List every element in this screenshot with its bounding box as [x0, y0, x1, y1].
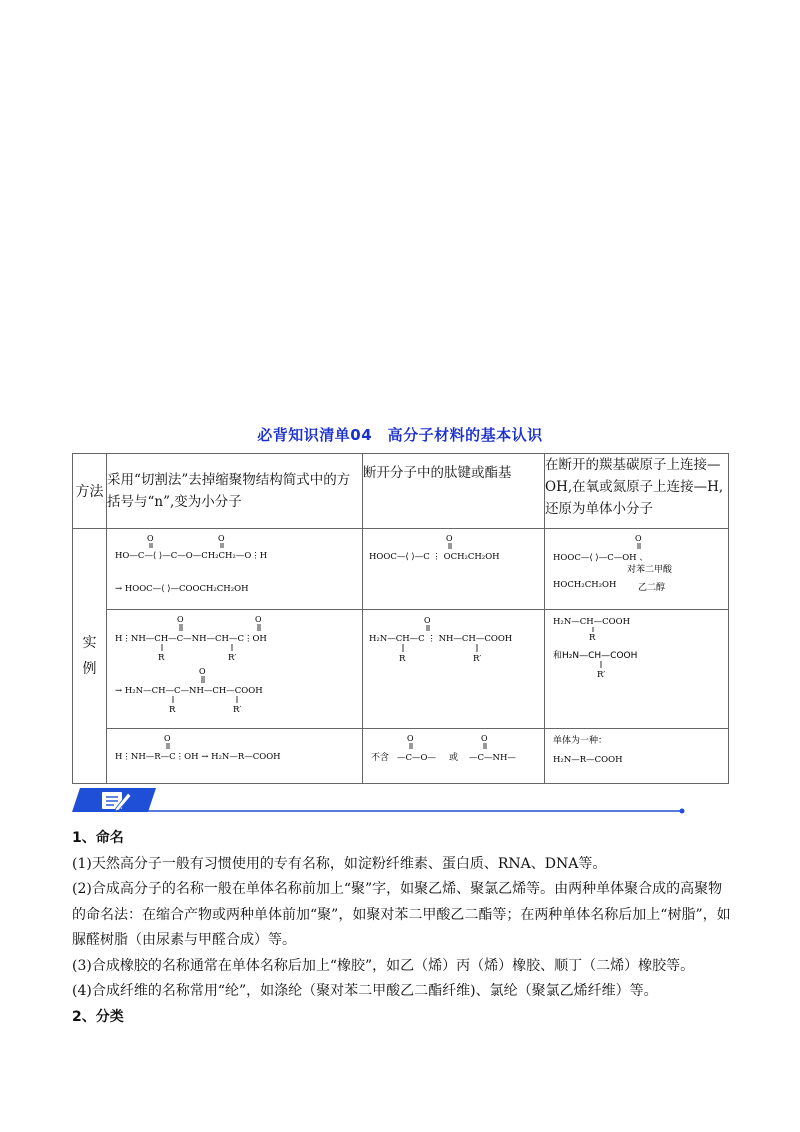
- example-cell-3-2: [363, 729, 545, 784]
- formula-text: R′: [228, 653, 237, 663]
- paragraph-1: (1)天然高分子一般有习惯使用的专有名称，如淀粉纤维素、蛋白质、RNA、DNA等。: [72, 855, 607, 872]
- svg-text:O: O: [424, 616, 431, 625]
- formula-text: → HOOC—⟨ ⟩—COOCH₂CH₂OH: [115, 584, 249, 594]
- table-row-example-2: [73, 610, 729, 729]
- example-cell-1-1: [107, 529, 363, 610]
- svg-text:O: O: [635, 534, 642, 543]
- svg-text:O: O: [147, 534, 154, 543]
- example-cell-1-2: [363, 529, 545, 610]
- banner-dot: [680, 809, 685, 814]
- svg-text:O: O: [481, 734, 488, 743]
- example-cell-3-1: [107, 729, 363, 784]
- formula-amino-acids: [545, 610, 729, 724]
- method-cell-3: 在断开的羰基碳原子上连接—OH,在氧或氮原子上连接—H,还原为单体小分子: [545, 454, 729, 529]
- formula-text: HO—C—⟨ ⟩—C—O—CH₂CH₂—O⋮H: [115, 551, 268, 561]
- formula-text: H₂N—R—COOH: [553, 755, 623, 765]
- table-row-example-3: [73, 729, 729, 784]
- method-header: 方法: [73, 454, 107, 529]
- main-content: [72, 826, 732, 1030]
- formula-text: 或: [449, 753, 459, 763]
- formula-text: HOCH₂CH₂OH: [553, 580, 617, 590]
- formula-text: R′: [597, 670, 606, 680]
- table-row-method: [73, 454, 729, 529]
- formula-text: R: [158, 653, 165, 663]
- svg-text:O: O: [407, 734, 414, 743]
- formula-monomers-ester: [545, 529, 729, 605]
- section-heading-classification: 2、分类: [72, 1008, 124, 1025]
- table-row-example-1: [73, 529, 729, 610]
- example-cell-2-1: [107, 610, 363, 729]
- svg-text:O: O: [218, 534, 225, 543]
- formula-text: 不含: [371, 753, 390, 763]
- paragraph-3: (3)合成橡胶的名称通常在单体名称后加上“橡胶”，如乙（烯）丙（烯）橡胶、顺丁（二烯）橡胶等。: [72, 957, 695, 974]
- formula-text: —C—O—: [397, 753, 436, 763]
- page-title: 必背知识清单04 高分子材料的基本认识: [257, 426, 543, 444]
- paragraph-4: (4)合成纤维的名称常用“纶”，如涤纶（聚对苯二甲酸乙二酯纤维)、氯纶（聚氯乙烯纤维）等。: [72, 983, 658, 999]
- section-banner: [72, 782, 732, 818]
- formula-polypeptide-cut: [107, 610, 363, 724]
- formula-text: R: [169, 705, 176, 715]
- example-cell-2-3: [545, 610, 729, 729]
- formula-text: HOOC—⟨ ⟩—C ⋮ OCH₂CH₂OH: [369, 552, 500, 562]
- knowledge-table: [72, 453, 729, 784]
- formula-peptide-break: [363, 610, 545, 724]
- formula-text: 单体为一种：: [553, 736, 608, 746]
- example-cell-1-3: [545, 529, 729, 610]
- formula-polyester-cut: [107, 529, 363, 605]
- formula-no-bond: [363, 729, 545, 779]
- method-cell-1: 采用“切割法”去掉缩聚物结构简式中的方括号与“n”,变为小分子: [107, 454, 363, 529]
- example-cell-2-2: [363, 610, 545, 729]
- formula-text: H₂N—CH—COOH: [553, 617, 631, 627]
- example-cell-3-3: [545, 729, 729, 784]
- formula-one-monomer: [545, 729, 729, 779]
- svg-text:O: O: [199, 667, 206, 676]
- formula-note: 乙二醇: [638, 583, 666, 593]
- svg-text:O: O: [446, 534, 453, 543]
- formula-text: H⋮NH—CH—C—NH—CH—C⋮OH: [115, 634, 267, 644]
- svg-text:O: O: [255, 615, 262, 624]
- formula-text: 和H₂N—CH—COOH: [553, 651, 638, 661]
- section-heading-naming: 1、命名: [72, 830, 124, 846]
- method-cell-2: 断开分子中的肽键或酯基: [363, 454, 545, 529]
- formula-text: H₂N—CH—C ⋮ NH—CH—COOH: [369, 634, 513, 644]
- example-header-label: 实 例: [82, 635, 97, 677]
- paragraph-2: (2)合成高分子的名称一般在单体名称前加上“聚”字，如聚乙烯、聚氯乙烯等。由两种单体聚合成的高聚物的命名法：在缩合产物或两种单体前加“聚”，如聚对苯二甲酸乙二酯等；在两种单体名称后加上“树脂”，如脲醛树脂（由尿素与甲醛合成）等。: [72, 881, 731, 948]
- formula-text: R: [589, 633, 596, 643]
- svg-text:O: O: [177, 615, 184, 624]
- formula-text: R: [399, 654, 406, 664]
- formula-note: 对苯二甲酸: [627, 565, 673, 575]
- formula-text: —C—NH—: [469, 753, 516, 763]
- formula-text: H⋮NH—R—C⋮OH → H₂N—R—COOH: [115, 752, 281, 762]
- formula-text: R′: [473, 654, 482, 664]
- formula-text: R′: [233, 705, 242, 715]
- formula-text: → H₂N—CH—C—NH—CH—COOH: [115, 686, 263, 696]
- svg-text:O: O: [164, 734, 171, 743]
- formula-ester-break: [363, 529, 545, 605]
- formula-text: HOOC—⟨ ⟩—C—OH 、: [553, 553, 648, 563]
- formula-single-monomer: [107, 729, 363, 779]
- example-header: [73, 529, 107, 784]
